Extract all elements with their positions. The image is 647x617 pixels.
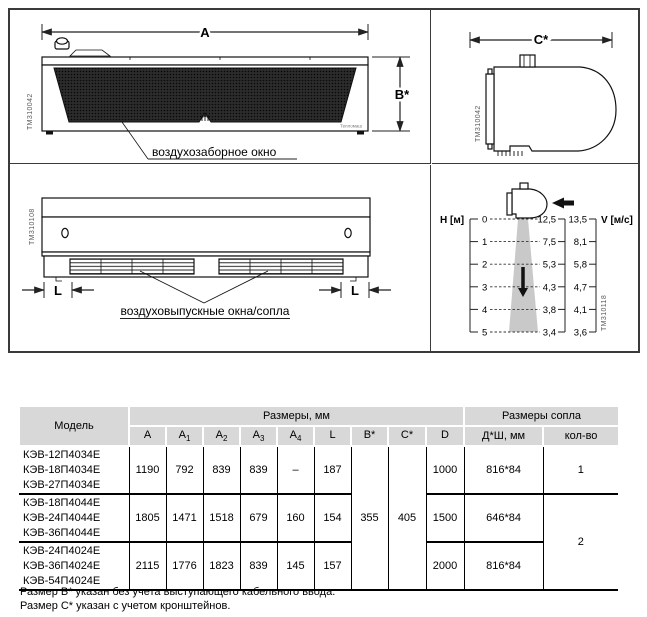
v-axis-label: V [м/с] — [600, 214, 633, 226]
v-outer-3: 4,7 — [573, 281, 587, 293]
header-col-qty: кол-во — [543, 426, 618, 446]
h-tick-2: 2 — [481, 259, 487, 271]
cell-d: 1000 — [426, 446, 464, 494]
v-outer-5: 3,6 — [573, 327, 587, 338]
cell-b-shared: 355 — [351, 446, 388, 590]
bottom-view-panel — [10, 165, 431, 351]
footnotes — [20, 586, 335, 613]
header-col-a4: $A_4$ — [277, 426, 314, 446]
cell-a3: 839 — [240, 446, 277, 494]
header-col-a2: $A_2$ — [203, 426, 240, 446]
table-row-group-2 — [19, 494, 618, 542]
table-row-group-1 — [19, 446, 618, 494]
model-name: КЭВ-24П4044Е — [23, 511, 101, 524]
outlet-hatching — [498, 151, 522, 156]
dim-label-l-right: L — [351, 282, 359, 298]
dim-label-a: A — [200, 25, 210, 40]
intake-direction-arrow — [552, 197, 574, 208]
cell-l: 187 — [314, 446, 351, 494]
v-outer-ticks — [589, 219, 596, 332]
h-tick-3: 3 — [481, 281, 487, 293]
h-axis-label: H [м] — [439, 214, 464, 226]
model-cell — [19, 494, 129, 542]
h-tick-1: 1 — [481, 236, 487, 248]
h-tick-0: 0 — [481, 214, 487, 225]
header-dims-group: Размеры, мм — [129, 406, 464, 426]
cell-qty-shared: 2 — [543, 494, 618, 590]
drawing-ref-front: TM310042 — [27, 93, 34, 130]
outlet-grille-left — [70, 259, 194, 274]
mounting-hole-right — [345, 228, 351, 237]
note-c: Размер C* указан с учетом кронштейнов. — [20, 599, 231, 612]
cell-a2: 1823 — [203, 542, 240, 590]
header-col-a1: $A_1$ — [166, 426, 203, 446]
drawing-ref-side: TM310042 — [474, 105, 482, 142]
airflow-arrows-icon — [201, 115, 209, 121]
cell-nozzle: 646*84 — [464, 494, 543, 542]
drawings-frame — [8, 8, 640, 353]
cell-c-shared: 405 — [388, 446, 426, 590]
dim-label-b: B* — [394, 87, 410, 102]
v-inner-2: 5,3 — [542, 259, 556, 271]
cell-a4: – — [277, 446, 314, 494]
header-col-d: D — [426, 426, 464, 446]
side-view-panel — [432, 10, 638, 164]
cell-qty: 1 — [543, 446, 618, 494]
brand-logo: Тепломаш — [340, 123, 362, 129]
spec-table — [18, 405, 618, 591]
model-name: КЭВ-27П4034Е — [23, 478, 101, 491]
header-col-b: B* — [351, 426, 388, 446]
cell-a: 1805 — [129, 494, 166, 542]
cell-a: 1190 — [129, 446, 166, 494]
model-name: КЭВ-24П4024Е — [23, 544, 101, 557]
model-name: КЭВ-36П4044Е — [23, 526, 101, 539]
v-outer-4: 4,1 — [573, 304, 587, 316]
v-inner-3: 4,3 — [542, 281, 556, 293]
cell-a3: 679 — [240, 494, 277, 542]
drawing-ref-bottom: TM310108 — [29, 207, 36, 245]
v-inner-ticks — [558, 219, 565, 332]
bottom-view-drawing — [10, 165, 430, 351]
cell-d: 2000 — [426, 542, 464, 590]
airflow-chart — [432, 165, 638, 351]
unit-icon — [507, 183, 547, 218]
model-name: КЭВ-12П4034Е — [23, 448, 101, 461]
table-row-group-3 — [19, 542, 618, 590]
airflow-chart-panel — [432, 165, 638, 351]
model-name: КЭВ-18П4044Е — [23, 496, 101, 509]
cell-a: 2115 — [129, 542, 166, 590]
cell-a4: 160 — [277, 494, 314, 542]
cell-d: 1500 — [426, 494, 464, 542]
v-outer-2: 5,8 — [573, 259, 587, 271]
header-col-a3: $A_3$ — [240, 426, 277, 446]
front-view-panel — [10, 10, 431, 164]
outlet-windows-label: воздуховыпускные окна/сопла — [120, 303, 290, 318]
h-tick-4: 4 — [481, 304, 487, 316]
h-axis-ticks — [470, 219, 478, 332]
v-inner-1: 7,5 — [542, 236, 556, 248]
intake-window-label: воздухозаборное окно — [152, 145, 277, 159]
header-col-a: A — [129, 426, 166, 446]
cell-a2: 1518 — [203, 494, 240, 542]
header-col-c: C* — [388, 426, 426, 446]
front-view-drawing — [10, 10, 430, 163]
v-inner-4: 3,8 — [542, 304, 556, 316]
cell-a4: 145 — [277, 542, 314, 590]
cell-a1: 792 — [166, 446, 203, 494]
model-name: КЭВ-36П4024Е — [23, 559, 101, 572]
dim-label-c: C* — [533, 32, 548, 47]
v-inner-0: 12,5 — [537, 214, 556, 225]
v-outer-0: 13,5 — [568, 214, 587, 225]
model-cell — [19, 446, 129, 494]
cell-nozzle: 816*84 — [464, 446, 543, 494]
mounting-hole-left — [62, 228, 68, 237]
v-inner-5: 3,4 — [542, 327, 556, 338]
model-cell — [19, 542, 129, 590]
cell-a2: 839 — [203, 446, 240, 494]
cell-nozzle: 816*84 — [464, 542, 543, 590]
header-nozzle-group: Размеры сопла — [464, 406, 618, 426]
cell-a1: 1471 — [166, 494, 203, 542]
model-name: КЭВ-18П4034Е — [23, 463, 101, 476]
h-tick-5: 5 — [481, 327, 487, 338]
note-b: Размер B* указан без учета выступающего кабельного ввода. — [20, 586, 336, 598]
header-col-l: L — [314, 426, 351, 446]
header-col-nozzle-size: Д*Ш, мм — [464, 426, 543, 446]
cell-l: 154 — [314, 494, 351, 542]
v-outer-1: 8,1 — [573, 236, 587, 248]
cell-a3: 839 — [240, 542, 277, 590]
cell-l: 157 — [314, 542, 351, 590]
dim-label-l-left: L — [54, 282, 62, 298]
header-model: Модель — [19, 406, 129, 446]
drawing-ref-chart: TM310118 — [600, 294, 608, 331]
model-name: КЭВ-54П4024Е — [23, 574, 101, 587]
outlet-grille-right — [219, 259, 343, 274]
cell-a1: 1776 — [166, 542, 203, 590]
side-view-drawing — [432, 10, 638, 163]
